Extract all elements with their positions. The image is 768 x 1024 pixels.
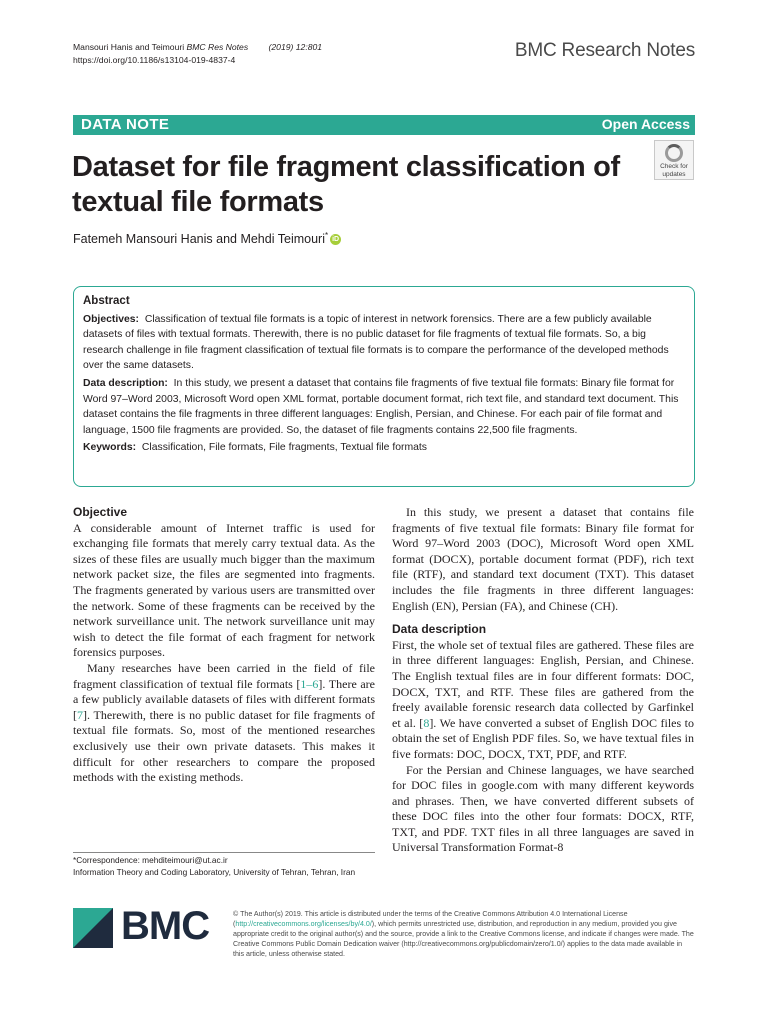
doi-link[interactable]: https://doi.org/10.1186/s13104-019-4837-4: [73, 55, 236, 65]
license-link[interactable]: http://creativecommons.org/licenses/by/4.0/: [235, 920, 372, 929]
author-list: [73, 231, 341, 246]
bmc-logo: [73, 904, 223, 948]
data-description-text: In this study, we present a dataset that contains file fragments of five textual file formats: Binary file format for Word 97–Word 2003, Microsoft Word open XML format, portable document format, rich text file, and standard text document. This dataset contains the file fragments in three different languages: English, Persian, and Chinese. For each pair of file format and language, 1500 file fragments are provided. So, the dataset of file fragments contains 22,500 file fragments.: [83, 377, 679, 436]
citation-link[interactable]: 1–6: [300, 676, 319, 691]
body-paragraph: In this study, we present a dataset that contains file fragments of five textual file formats: Binary file format for Word 97–Word 2003 (DOC), Microsoft Word open XML format (DOCX), portable document format (PDF), rich text file (RTF), and standard text document (TXT). This dataset includes the file fragments in three different languages: English (EN), Persian (FA), and Chinese (CH).: [392, 505, 694, 613]
citation-link[interactable]: 7: [77, 707, 83, 722]
body-text: ]. We have converted a subset of English DOC files to obtain the set of English PDF files. So, we have textual files in five formats: DOC, DOCX, TXT, PDF, and RTF.: [392, 715, 694, 761]
body-column-left: [73, 505, 375, 786]
running-header: [73, 41, 322, 67]
objectives-label: Objectives:: [83, 313, 140, 325]
abstract-data-description: [83, 376, 685, 438]
abstract-keywords: [83, 440, 685, 456]
check-updates-text-1: Check for: [660, 163, 688, 170]
header-authors: Mansouri Hanis and Teimouri: [73, 42, 185, 52]
keywords-label: Keywords:: [83, 442, 137, 454]
abstract-objectives: [83, 312, 685, 374]
body-text: ]. Therewith, there is no public dataset for file fragments of textual file formats. So, most of the mentioned researches exclusively use their own private datasets. This makes it difficult for other researchers to compare the proposed methods with the existing methods.: [73, 707, 375, 785]
body-column-right: [392, 505, 694, 856]
body-paragraph: [73, 661, 375, 786]
data-description-heading: Data description: [392, 622, 487, 637]
body-text: ]. There are a few publicly available datasets of files with different formats [: [73, 676, 375, 722]
body-paragraph: For the Persian and Chinese languages, we have searched for DOC files in google.com with many different keywords and phrases. Then, we have converted different subsets of these DOC files into the other four formats: DOCX, RTF, TXT, and PDF. TXT files in all three languages are saved in Universal Transformation Format-8: [392, 762, 694, 855]
article-type-label: DATA NOTE: [81, 116, 170, 133]
body-text: Many researches have been carried in the field of file fragment classification of textual file formats [: [73, 660, 375, 691]
author-names: Fatemeh Mansouri Hanis and Mehdi Teimouri: [73, 232, 325, 247]
open-access-label: Open Access: [601, 116, 690, 132]
bmc-logo-text: BMC: [121, 904, 210, 948]
license-text: © The Author(s) 2019. This article is distributed under the terms of the Creative Commons Attribution 4.0 International License (: [233, 910, 628, 929]
body-paragraph: A considerable amount of Internet traffic is used for exchanging file formats that merely carry textual data. As the sizes of these files are usually much bigger than the maximum network packet size, the files are segmented into fragments. The fragments generated by various users are transmitted over the network. Some of these fragments can be received by the network surveillance unit. The network surveillance unit may wish to detect the file format of each fragment for network forensics purposes.: [73, 520, 375, 660]
footnote: [73, 852, 375, 878]
orcid-icon[interactable]: iD: [332, 236, 340, 244]
citation-link[interactable]: 8: [423, 715, 430, 730]
correspondence-email[interactable]: *Correspondence: mehditeimouri@ut.ac.ir: [73, 855, 228, 865]
abstract-box: [73, 286, 695, 487]
objectives-text: Classification of textual file formats is a topic of interest in network forensics. There are a few publicly available datasets of files with textual formats. Therewith, there is no public dataset for file fragments of textual file formats. So, a big research challenge in file fragment classification of textual file formats is to compare the performance of the developed methods over the same datasets.: [83, 313, 669, 372]
license-text: ), which permits unrestricted use, distribution, and reproduction in any medium, provided you give appropriate credit to the original author(s) and the source, provide a link to the Creative Commons license, and indicate if changes were made. The Creative Commons Public Domain Dedication waiver (http://creativecommons.org/publicdomain/zero/1.0/) applies to the data made available in this article, unless otherwise stated.: [233, 920, 694, 959]
objective-heading: Objective: [73, 505, 128, 519]
license-statement: [233, 909, 695, 959]
article-type-banner: [73, 115, 695, 135]
check-for-updates-badge[interactable]: [654, 140, 694, 180]
bmc-logo-mark-icon: [73, 908, 113, 948]
check-updates-icon: [665, 144, 683, 162]
header-year-volume: (2019) 12:801: [268, 42, 323, 52]
body-paragraph: [392, 638, 694, 763]
data-description-label: Data description:: [83, 377, 168, 389]
article-title: Dataset for file fragment classification of textual file formats: [72, 151, 620, 218]
abstract-heading: Abstract: [83, 295, 130, 307]
corresponding-mark: *: [324, 231, 329, 240]
citation-line: [73, 41, 322, 54]
check-updates-text-2: updates: [662, 171, 686, 178]
journal-name: BMC Research Notes: [514, 40, 695, 61]
affiliation: Information Theory and Coding Laboratory, University of Tehran, Tehran, Iran: [73, 866, 356, 877]
keywords-text: Classification, File formats, File fragments, Textual file formats: [141, 442, 427, 454]
body-text: First, the whole set of textual files are gathered. These files are in three different languages: English, Persian, and Chinese. The English textual files are in four different formats: DOC, DOCX, TXT, and RTF. These files are gathered from the freely available forensic research data collected by Garfinkel et al. [: [392, 637, 694, 730]
header-journal-abbr: BMC Res Notes: [186, 42, 249, 52]
